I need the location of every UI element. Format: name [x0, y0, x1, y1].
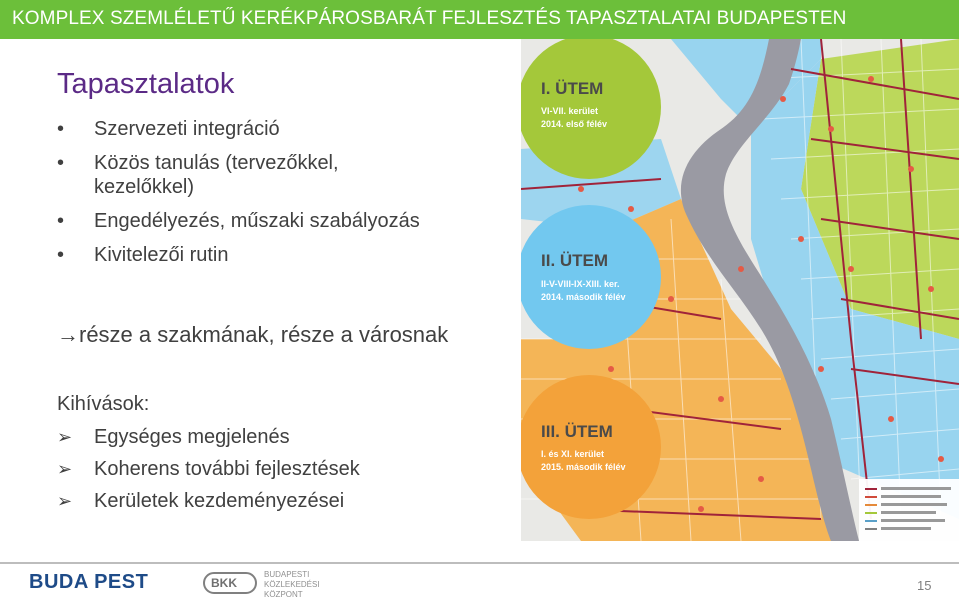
list-item: ➢ Egységes megjelenés	[57, 426, 290, 448]
bullet-icon: •	[57, 152, 65, 174]
phase-3-date: 2015. második félév	[541, 462, 626, 472]
list-item: • Szervezeti integráció	[57, 118, 280, 140]
arrow-icon: →	[57, 322, 79, 347]
phase-1-title: I. ÜTEM	[541, 79, 604, 98]
list-item: • Engedélyezés, műszaki szabályozás	[57, 210, 420, 232]
bullet-icon: •	[57, 118, 65, 140]
bullet-icon: •	[57, 244, 65, 266]
bkk-logo-subtitle: BUDAPESTI KÖZLEKEDÉSI KÖZPONT	[264, 570, 320, 599]
phase-3-districts: I. és XI. kerület	[541, 449, 605, 459]
budapest-logo: BUDA PEST	[29, 571, 149, 593]
list-item: ➢ Koherens további fejlesztések	[57, 458, 360, 480]
bkk-logo: BKK	[203, 572, 257, 594]
footer-divider	[0, 562, 959, 564]
bullet-list	[57, 117, 420, 277]
list-item: • Kivitelezői rutin	[57, 244, 229, 266]
phase-1-districts: VI-VII. kerület	[541, 106, 599, 116]
header-title: KOMPLEX SZEMLÉLETŰ KERÉKPÁROSBARÁT FEJLESZTÉS TAPASZTALATAI BUDAPESTEN	[12, 8, 847, 29]
conclusion-line: →része a szakmának, része a városnak	[57, 322, 449, 347]
arrowhead-bullet-icon: ➢	[57, 491, 73, 511]
phase-2-circle	[521, 205, 661, 349]
arrowhead-bullet-icon: ➢	[57, 427, 73, 447]
cycling-network-map	[521, 39, 959, 541]
phase-2-districts: II-V-VIII-IX-XIII. ker.	[541, 279, 620, 289]
arrowhead-bullet-icon: ➢	[57, 459, 73, 479]
list-item-continuation: kezelőkkel)	[94, 176, 195, 198]
phase-2-title: II. ÜTEM	[541, 251, 609, 270]
challenges-heading: Kihívások:	[57, 393, 150, 415]
phase-2-date: 2014. második félév	[541, 292, 626, 302]
page-number: 15	[917, 578, 932, 593]
bullet-icon: •	[57, 210, 65, 232]
challenges-list	[57, 425, 360, 521]
phase-3-title: III. ÜTEM	[541, 422, 613, 441]
list-item: • Közös tanulás (tervezőkkel,	[57, 152, 339, 174]
phase-3-circle	[521, 375, 661, 519]
slide-title: Tapasztalatok	[57, 68, 235, 100]
phase-1-date: 2014. első félév	[541, 119, 608, 129]
header-bar	[0, 0, 959, 39]
list-item: ➢ Kerületek kezdeményezései	[57, 490, 345, 512]
